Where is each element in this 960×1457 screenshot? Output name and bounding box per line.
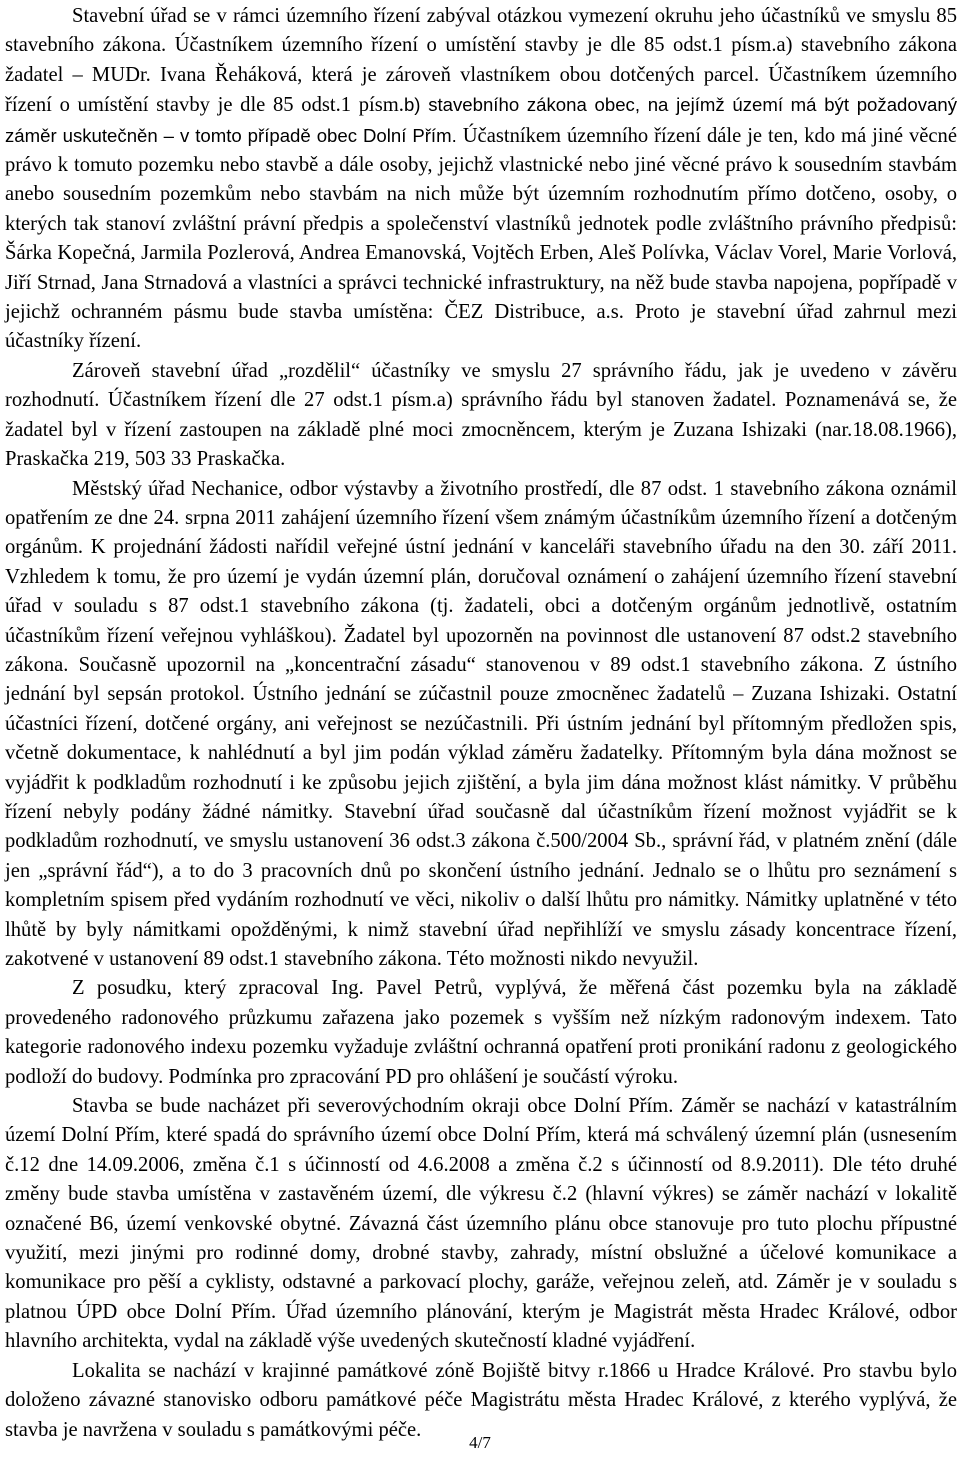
paragraph (5, 1092, 957, 1357)
paragraph (5, 357, 957, 475)
paragraph-text: Městský úřad Nechanice, odbor výstavby a životního prostředí, dle 87 odst. 1 stavebního zákona oznámil opatřením ze dne 24. srpna 2011 zahájení územního řízení všem známým účastníkům územního řízení a dotčeným orgánům. K projednání žádosti nařídil veřejné ústní jednání v kanceláři stavebního úřadu na den 30. září 2011. Vzhledem k tomu, že pro území je vydán územní plán, doručoval oznámení o zahájení územního řízení stavební úřad v souladu s 87 odst.1 stavebního zákona (tj. žadateli, obci a dotčeným orgánům jednotlivě, ostatním účastníkům řízení veřejnou vyhláškou). Žadatel byl upozorněn na povinnost dle ustanovení 87 odst.2 stavebního zákona. Současně upozornil na „koncentrační zásadu“ stanovenou v 89 odst.1 stavebního zákona. Z ústního jednání byl sepsán protokol. Ústního jednání se zúčastnil pouze zmocněnec žadatelů – Zuzana Ishizaki. Ostatní účastníci řízení, dotčené orgány, ani veřejnost se nezúčastnili. Při ústním jednání byl přítomným předložen spis, včetně dokumentace, k nahlédnutí a byl jim podán výklad záměru žadatelky. Přítomným byla dána možnost se vyjádřit k podkladům rozhodnutí i ke způsobu jejich zjištění, a byla jim dána možnost klást námitky. V průběhu řízení nebyly podány žádné námitky. Stavební úřad současně dal účastníkům řízení možnost vyjádřit se k podkladům rozhodnutí, ve smyslu ustanovení 36 odst.3 zákona č.500/2004 Sb., správní řád, v platném znění (dále jen „správní řád“), a to do 3 pracovních dnů po skončení ústního jednání. Jednalo se o lhůtu pro seznámení s kompletním spisem před vydáním rozhodnutí ve věci, nikoliv o další lhůtu pro námitky. Námitky uplatněné v této lhůtě by byly námitkami opožděnými, k nimž stavební úřad nepřihlíží ve smyslu zásady koncentrace řízení, zakotvené v ustanovení 89 odst.1 stavebního zákona. Této možnosti nikdo nevyužil. (5, 477, 957, 970)
page-number: 4/7 (469, 1433, 491, 1452)
paragraph-text: Lokalita se nachází v krajinné památkové zóně Bojiště bitvy r.1866 u Hradce Králové. Pro stavbu bylo doloženo závazné stanovisko odboru památkové péče Magistrátu města Hradec Králové, z kterého vyplývá, že stavba je navržena v souladu s památkovými péče. (5, 1359, 957, 1441)
paragraph-text: Z posudku, který zpracoval Ing. Pavel Petrů, vyplývá, že měřená část pozemku byla na základě provedeného radonového průzkumu zařazena jako pozemek s vyšším než nízkým radonovým indexem. Tato kategorie radonového indexu pozemku vyžaduje zvláštní ochranná opatření proti pronikání radonu z geologického podloží do budovy. Podmínka pro zpracování PD pro ohlášení je součástí výroku. (5, 977, 957, 1088)
paragraph-text: Stavba se bude nacházet při severovýchodním okraji obce Dolní Přím. Záměr se nachází v katastrálním území Dolní Přím, které spadá do správního území obce Dolní Přím, která má schválený územní plán (usnesením č.12 dne 14.09.2006, změna č.1 s účinností od 4.6.2008 a změna č.2 s účinností od 8.9.2011). Dle této druhé změny bude stavba umístěna v zastavěném území, dle výkresu č.2 (hlavní výkres) se záměr nachází v lokalitě označené B6, území venkovské obytné. Závazná část územního plánu obce stanovuje pro tuto plochu přípustné využití, mezi jinými pro rodinné domy, drobné stavby, zahrady, místní obslužné a účelové komunikace a komunikace pro pěší a cyklisty, odstavné a parkovací plochy, garáže, veřejnou zeleň, atd. Záměr je v souladu s platnou ÚPD obce Dolní Přím. Úřad územního plánování, kterým je Magistrát města Hradec Králové, odbor hlavního architekta, vydal na základě výše uvedených skutečností kladné vyjádření. (5, 1095, 957, 1353)
paragraph-text: Účastníkem územního řízení dále je ten, kdo má jiné věcné právo k tomuto pozemku nebo stavbě a dále osoby, jejichž vlastnické nebo jiné věcné právo k sousedním stavbám anebo sousedním pozemkům nebo stavbám na nich může být územním rozhodnutím přímo dotčeno, osoby, o kterých tak stanoví zvláštní právní předpis a společenství vlastníků jednotek podle zvláštního právního předpisů: Šárka Kopečná, Jarmila Pozlerová, Andrea Emanovská, Vojtěch Erben, Aleš Polívka, Václav Vorel, Marie Vorlová, Jiří Strnad, Jana Strnadová a vlastníci a správci technické infrastruktury, na něž bude stavba napojena, popřípadě v jejichž ochranném pásmu bude stavba umístěna: ČEZ Distribuce, a.s. Proto je stavební úřad zahrnul mezi účastníky řízení. (5, 124, 957, 353)
paragraph (5, 2, 957, 357)
paragraph-text: Stavební úřad se v rámci územního řízení zabýval otázkou vymezení okruhu jeho účastníků ve smyslu 85 stavebního zákona. Účastníkem územního řízení o umístění stavby je dle 85 odst.1 písm.a) stavebního zákona žadatel – MUDr. Ivana Řeháková, která je zároveň vlastníkem obou dotčených parcel. Účastníkem územního řízení o umístění stavby je dle 85 odst.1 písm. (5, 5, 957, 117)
paragraph (5, 475, 957, 975)
paragraph-text: Zároveň stavební úřad „rozdělil“ účastníky ve smyslu 27 správního řádu, jak je uvedeno v závěru rozhodnutí. Účastníkem řízení dle 27 odst.1 písm.a) správního řádu byl stanoven žadatel. Poznamenává se, že žadatel byl v řízení zastoupen na základě plné moci zmocněncem, kterým je Zuzana Ishizaki (nar.18.08.1966), Praskačka 219, 503 33 Praskačka. (5, 359, 957, 471)
document-body (5, 2, 957, 1445)
paragraph (5, 974, 957, 1092)
paragraph-text-sans: b) stavebního zákona obec, na jejímž území má být požadovaný záměr uskutečněn – v tomto případě obec Dolní Přím. (5, 94, 957, 146)
